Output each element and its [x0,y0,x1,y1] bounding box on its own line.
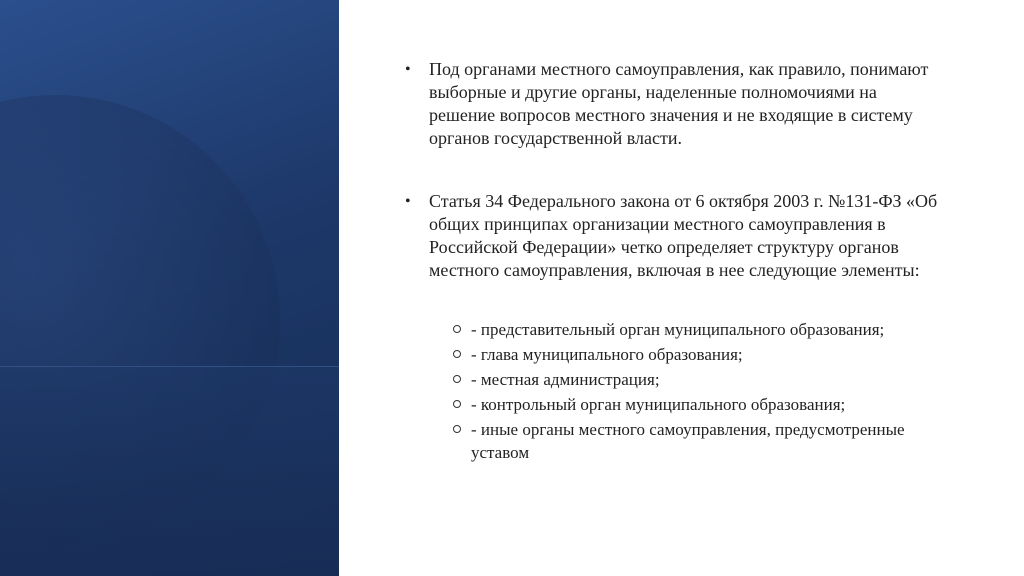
list-item [453,318,945,341]
decorative-divider [0,366,339,367]
list-item [453,393,945,416]
decorative-side-panel [0,0,339,576]
circle-bullet-icon [453,375,461,383]
paragraph-article-34 [405,190,945,282]
slide-content [405,58,945,466]
list-item [453,343,945,366]
circle-bullet-icon [453,400,461,408]
bullet-icon: • [405,61,411,78]
paragraph-text: Статья 34 Федерального закона от 6 октября 2003 г. №131-ФЗ «Об общих принципах организации местного самоуправления в Российской Федерации» четко определяет структуру органов местного самоуправления, включая в нее следующие элементы: [429,191,938,280]
list-item-text: - местная администрация; [471,370,660,389]
paragraph-definition [405,58,945,150]
structure-elements-list [453,318,945,464]
list-item-text: - контрольный орган муниципального образования; [471,395,846,414]
list-item-text: - глава муниципального образования; [471,345,743,364]
bullet-icon: • [405,193,411,210]
decorative-band [0,366,339,576]
list-item [453,418,945,464]
circle-bullet-icon [453,425,461,433]
list-item-text: - представительный орган муниципального образования; [471,320,885,339]
list-item [453,368,945,391]
list-item-text: - иные органы местного самоуправления, предусмотренные уставом [471,420,905,462]
circle-bullet-icon [453,325,461,333]
paragraph-text: Под органами местного самоуправления, как правило, понимают выборные и другие органы, наделенные полномочиями на решение вопросов местного значения и не входящие в систему органов государственной власти. [429,59,929,148]
circle-bullet-icon [453,350,461,358]
